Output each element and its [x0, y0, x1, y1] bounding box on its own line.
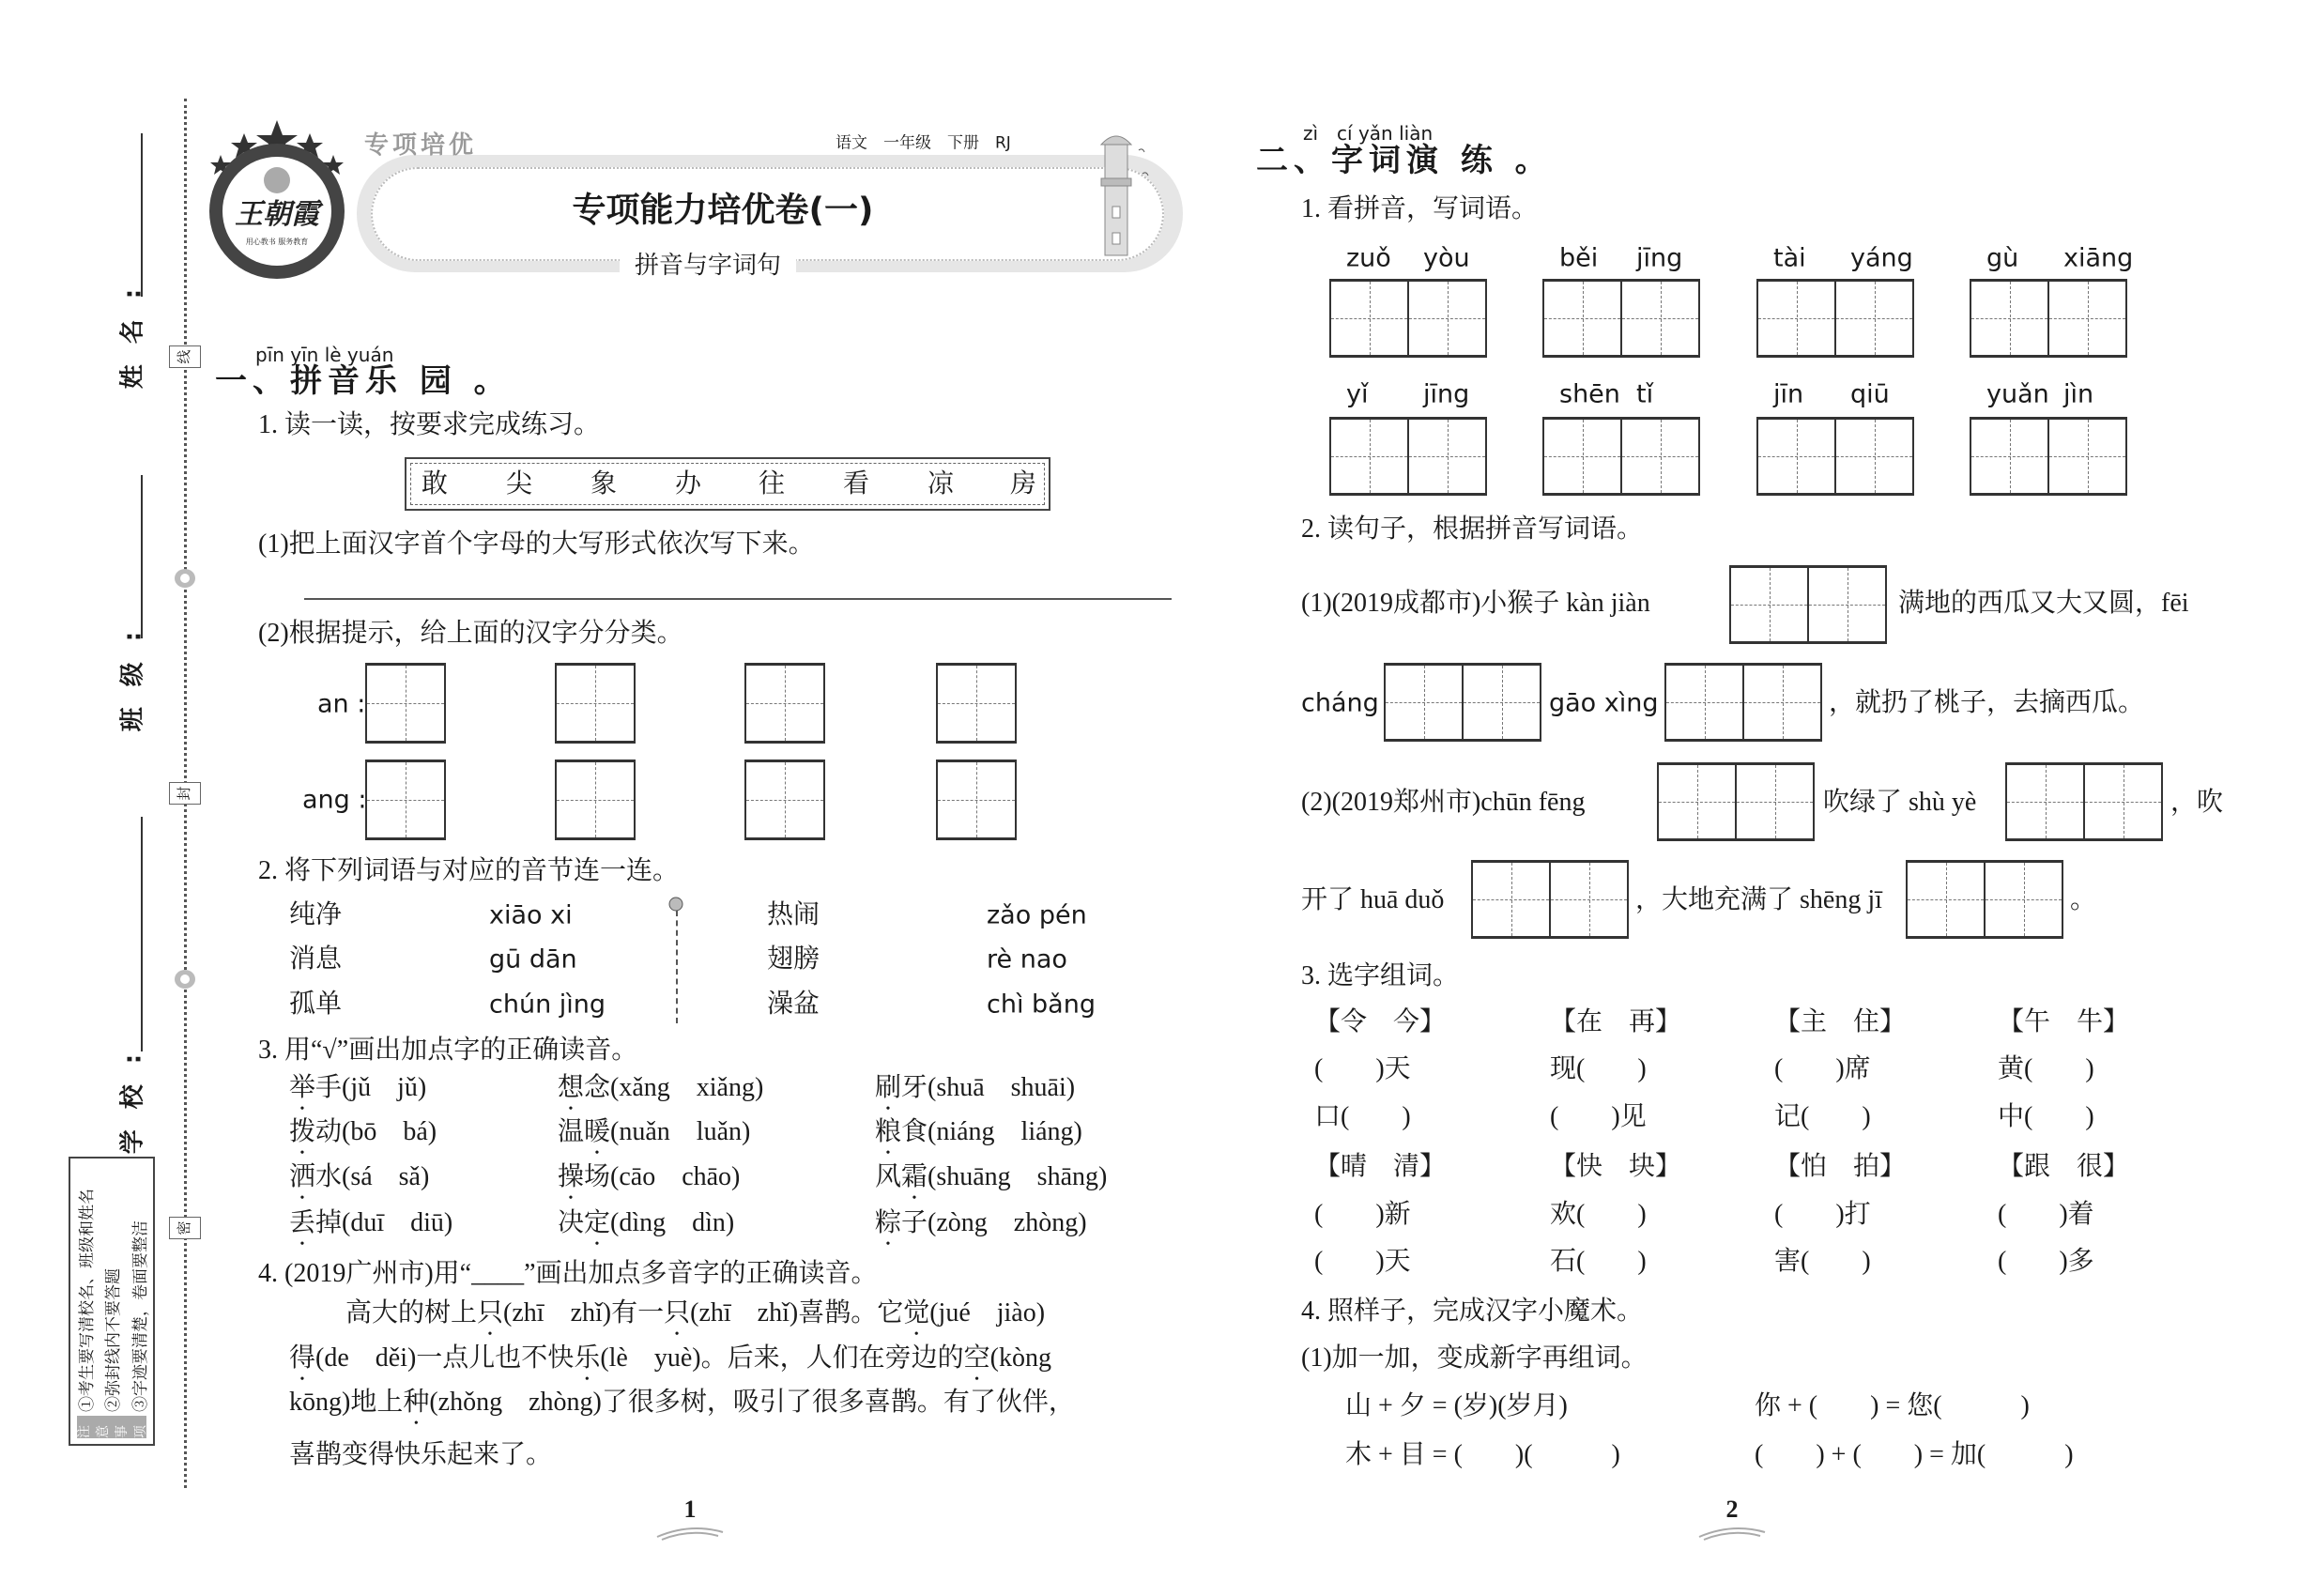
- s2-q4-sub1: (1)加一加，变成新字再组词。: [1301, 1343, 1648, 1373]
- word-blank[interactable]: 口( ): [1314, 1102, 1411, 1131]
- char-choice-pair: 【令 今】: [1314, 1007, 1447, 1036]
- tianzige-cell[interactable]: [1331, 420, 1409, 493]
- sentence-text: ，就扔了桃子，去摘西瓜。: [1829, 688, 2145, 717]
- page-subtitle: 拼音与字词句: [620, 246, 796, 281]
- header-meta: 语文 一年级 下册 RJ: [836, 133, 1011, 153]
- pinyin-syllable: běi: [1559, 243, 1599, 273]
- tianzige-cell[interactable]: [1836, 420, 1912, 493]
- wave-ornament-icon: [1694, 1523, 1770, 1542]
- reading-choice[interactable]: [875, 1162, 1107, 1205]
- word-writing-box[interactable]: [1542, 417, 1700, 496]
- pinyin-syllable: yáng: [1850, 243, 1913, 273]
- char-magic-row[interactable]: 山 + 夕 = (岁)(岁月): [1345, 1391, 1568, 1420]
- pinyin-syllable: jìn: [2063, 379, 2094, 409]
- reading-choice[interactable]: [289, 1117, 437, 1160]
- tianzige-cell[interactable]: [746, 666, 823, 741]
- match-word-right[interactable]: 热闹: [767, 900, 820, 929]
- s2-q4-prompt: 4. 照样子，完成汉字小魔术。: [1301, 1297, 1644, 1326]
- char-item: 象: [590, 469, 618, 499]
- sentence-text: ，吹: [2170, 788, 2224, 817]
- passage-text: (lè yuè)。后来，人们在旁边的: [600, 1343, 964, 1373]
- tianzige-cell[interactable]: [557, 666, 634, 741]
- tianzige-cell[interactable]: [1551, 863, 1627, 936]
- match-pinyin-right[interactable]: chì bǎng: [987, 990, 1096, 1020]
- dotted-char[interactable]: 得: [289, 1343, 316, 1373]
- reading-choice[interactable]: [558, 1162, 740, 1205]
- answer-line[interactable]: [304, 598, 1172, 600]
- notice-item: ③字迹要清楚，卷面要整洁: [131, 1220, 150, 1412]
- tianzige-cell[interactable]: [367, 762, 444, 837]
- class-label: 班级:: [118, 610, 147, 732]
- pinyin-syllable: qiū: [1850, 379, 1890, 409]
- an-writing-box[interactable]: [555, 663, 636, 744]
- seal-mark-xian: 线: [169, 345, 201, 368]
- char-magic-row[interactable]: ( ) + ( ) = 加( ): [1755, 1440, 2074, 1469]
- word-blank[interactable]: ( )新: [1314, 1200, 1411, 1229]
- school-label: 学校:: [118, 1033, 147, 1155]
- tianzige-cell[interactable]: [1659, 765, 1737, 838]
- tianzige-cell[interactable]: [1622, 282, 1698, 355]
- choice-text: 水(sá sǎ): [315, 1162, 430, 1191]
- seal-ornament-icon: [173, 968, 197, 990]
- dotted-char: 洒: [289, 1162, 316, 1191]
- pinyin-syllable: yòu: [1423, 243, 1470, 273]
- word-writing-box[interactable]: [1756, 417, 1914, 496]
- match-pinyin-right[interactable]: zǎo pén: [987, 900, 1087, 930]
- word-writing-box[interactable]: [1756, 279, 1914, 358]
- dotted-char[interactable]: 只: [664, 1298, 691, 1327]
- pinyin-syllable: zuǒ: [1346, 243, 1391, 273]
- reading-choice[interactable]: [289, 1073, 426, 1116]
- page-title: 专项能力培优卷(一): [572, 191, 874, 230]
- q4-prompt: 4. (2019广州市)用“____”画出加点多音字的正确读音。: [258, 1259, 878, 1288]
- school-write-line: [141, 817, 143, 1051]
- match-divider: [676, 911, 678, 1023]
- name-label: 姓名:: [118, 268, 147, 390]
- match-word-left[interactable]: 孤单: [289, 990, 343, 1019]
- sentence-text: 满地的西瓜又大又圆，fēi: [1898, 589, 2189, 618]
- brand-name: 王朝霞: [235, 198, 319, 231]
- sentence-text: cháng: [1301, 688, 1379, 718]
- reading-choice[interactable]: [875, 1073, 1075, 1116]
- char-choice-pair: 【怕 拍】: [1774, 1152, 1907, 1181]
- reading-choice[interactable]: [558, 1073, 763, 1116]
- notice-title: 注意事项: [77, 1416, 146, 1438]
- choice-text: 牙(shuā shuāi): [901, 1073, 1076, 1102]
- section2-pinyin: zì cí yǎn liàn: [1303, 122, 1434, 145]
- passage-line: [289, 1388, 1075, 1431]
- reading-choice[interactable]: [875, 1208, 1087, 1251]
- tianzige-cell[interactable]: [746, 762, 823, 837]
- section1-pinyin: pīn yīn lè yuán: [255, 344, 394, 366]
- word-blank[interactable]: ( )打: [1774, 1200, 1871, 1229]
- passage-text: (zhī zhǐ)有一: [503, 1298, 665, 1327]
- tianzige-cell[interactable]: [1386, 666, 1464, 739]
- an-writing-box[interactable]: [365, 663, 446, 744]
- reading-choice[interactable]: [875, 1117, 1082, 1160]
- tianzige-cell[interactable]: [1409, 420, 1485, 493]
- passage-text: (jué jiào): [929, 1298, 1046, 1327]
- match-pinyin-left[interactable]: chún jìng: [489, 990, 606, 1020]
- pinyin-syllable: xiāng: [2063, 243, 2134, 273]
- pin-icon: [667, 895, 685, 913]
- dotted-char[interactable]: 只: [477, 1298, 504, 1327]
- tianzige-cell[interactable]: [1731, 568, 1809, 641]
- word-writing-box[interactable]: [1657, 762, 1815, 841]
- tianzige-cell[interactable]: [938, 666, 1015, 741]
- tianzige-cell[interactable]: [1971, 282, 2049, 355]
- q1-sub2: (2)根据提示，给上面的汉字分分类。: [258, 619, 683, 648]
- word-writing-box[interactable]: [1664, 663, 1822, 742]
- reading-choice[interactable]: [289, 1162, 429, 1205]
- s2-q2-prompt: 2. 读句子，根据拼音写词语。: [1301, 514, 1644, 544]
- reading-choice[interactable]: [558, 1117, 750, 1160]
- section2-heading: 二、字词演 练 。: [1256, 142, 1553, 179]
- dotted-char: 粽: [875, 1208, 902, 1237]
- an-writing-box[interactable]: [744, 663, 825, 744]
- passage-line: [345, 1298, 1045, 1342]
- reading-choice[interactable]: [289, 1208, 452, 1251]
- passage-line: [289, 1442, 552, 1468]
- tianzige-cell[interactable]: [367, 666, 444, 741]
- char-choice-pair: 【在 再】: [1550, 1007, 1682, 1036]
- word-blank[interactable]: 石( ): [1550, 1247, 1647, 1276]
- word-writing-box[interactable]: [1471, 860, 1629, 939]
- tianzige-cell[interactable]: [1666, 666, 1744, 739]
- tianzige-cell[interactable]: [1409, 282, 1485, 355]
- dotted-char: 粮: [875, 1117, 902, 1146]
- sentence-text: 吹绿了 shù yè: [1823, 788, 1977, 817]
- tianzige-cell[interactable]: [1544, 282, 1622, 355]
- pinyin-syllable: gù: [1986, 243, 2019, 273]
- tianzige-cell[interactable]: [1758, 282, 1836, 355]
- pinyin-syllable: jīng: [1423, 379, 1470, 409]
- tianzige-cell[interactable]: [1744, 666, 1820, 739]
- pinyin-syllable: tǐ: [1636, 379, 1654, 409]
- match-word-left[interactable]: 纯净: [289, 900, 343, 929]
- tianzige-cell[interactable]: [938, 762, 1015, 837]
- tianzige-cell[interactable]: [2049, 420, 2125, 493]
- passage-text: kōng)地上: [289, 1388, 404, 1417]
- word-blank[interactable]: ( )见: [1550, 1102, 1647, 1131]
- seal-ornament-icon: [173, 567, 197, 590]
- match-pinyin-left[interactable]: gū dān: [489, 944, 577, 974]
- ang-writing-box[interactable]: [365, 760, 446, 840]
- char-item: 看: [842, 469, 870, 499]
- word-blank[interactable]: ( )席: [1774, 1054, 1871, 1083]
- q3-prompt: 3. 用“√”画出加点字的正确读音。: [258, 1036, 638, 1065]
- q1-prompt: 1. 读一读，按要求完成练习。: [258, 410, 601, 439]
- char-item: 房: [1009, 469, 1037, 499]
- ang-writing-box[interactable]: [555, 760, 636, 840]
- dotted-char[interactable]: 乐: [574, 1343, 601, 1373]
- word-blank[interactable]: 欢( ): [1550, 1200, 1647, 1229]
- notice-box: [69, 1157, 155, 1446]
- choice-text: 食(niáng liáng): [901, 1117, 1082, 1146]
- char-choice-pair: 【跟 很】: [1998, 1152, 2130, 1181]
- tianzige-cell[interactable]: [557, 762, 634, 837]
- char-item: 凉: [927, 469, 955, 499]
- dotted-char: 拨: [289, 1117, 316, 1146]
- word-blank[interactable]: ( )天: [1314, 1247, 1411, 1276]
- sentence-text: (2)(2019郑州市)chūn fēng: [1301, 788, 1586, 817]
- tianzige-cell[interactable]: [1544, 420, 1622, 493]
- choice-text: 子(zòng zhòng): [901, 1208, 1087, 1237]
- word-writing-box[interactable]: [1329, 279, 1487, 358]
- pinyin-syllable: yǐ: [1346, 379, 1369, 409]
- passage-text: 高大的树上: [345, 1298, 478, 1327]
- seal-mark-mi: 密: [169, 1217, 201, 1239]
- an-writing-box[interactable]: [936, 663, 1017, 744]
- brand-logo: [192, 113, 361, 282]
- dotted-char: 丢: [289, 1208, 316, 1237]
- sentence-text: (1)(2019成都市)小猴子 kàn jiàn: [1301, 589, 1650, 618]
- dotted-char: 霜: [901, 1162, 928, 1191]
- word-blank[interactable]: ( )天: [1314, 1054, 1411, 1083]
- page-number: 1: [683, 1496, 697, 1523]
- reading-choice[interactable]: [558, 1208, 734, 1251]
- word-writing-box[interactable]: [1906, 860, 2063, 939]
- choice-text: 掉(duī diū): [315, 1208, 453, 1237]
- choice-text: (nuǎn luǎn): [610, 1117, 751, 1146]
- char-choice-pair: 【晴 清】: [1314, 1152, 1447, 1181]
- pinyin-syllable: tài: [1773, 243, 1806, 273]
- dotted-char[interactable]: 觉: [903, 1298, 930, 1327]
- pinyin-syllable: yuǎn: [1986, 379, 2049, 409]
- choice-text: 温: [558, 1117, 585, 1146]
- dotted-char[interactable]: 种: [403, 1388, 430, 1417]
- tianzige-cell[interactable]: [1758, 420, 1836, 493]
- tianzige-cell[interactable]: [2007, 765, 2085, 838]
- tianzige-cell[interactable]: [1737, 765, 1813, 838]
- label-ang: ang :: [302, 785, 367, 815]
- dotted-char[interactable]: 空: [963, 1343, 990, 1373]
- brand-slogan: 用心教书 服务教育: [245, 238, 309, 246]
- word-blank[interactable]: 害( ): [1774, 1247, 1871, 1276]
- label-an: an :: [317, 689, 366, 719]
- choice-text: 动(bō bá): [315, 1117, 437, 1146]
- char-magic-row[interactable]: 木 + 目 = ( )( ): [1345, 1440, 1620, 1469]
- seal-mark-feng: 封: [169, 782, 201, 805]
- match-pinyin-left[interactable]: xiāo xi: [489, 900, 573, 930]
- ang-writing-box[interactable]: [744, 760, 825, 840]
- word-writing-box[interactable]: [1542, 279, 1700, 358]
- passage-text: (kòng: [989, 1343, 1051, 1373]
- tianzige-cell[interactable]: [1473, 863, 1551, 936]
- tianzige-cell[interactable]: [1464, 666, 1540, 739]
- tianzige-cell[interactable]: [1971, 420, 2049, 493]
- word-blank[interactable]: 中( ): [1998, 1102, 2094, 1131]
- match-word-right[interactable]: 翅膀: [767, 944, 820, 974]
- dotted-char: 想: [558, 1073, 585, 1102]
- word-blank[interactable]: ( )着: [1998, 1200, 2094, 1229]
- char-choice-pair: 【午 牛】: [1998, 1007, 2130, 1036]
- tianzige-cell[interactable]: [2049, 282, 2125, 355]
- word-writing-box[interactable]: [1970, 417, 2127, 496]
- tianzige-cell[interactable]: [1836, 282, 1912, 355]
- dotted-char: 举: [289, 1073, 316, 1102]
- choice-text: 念(xǎng xiǎng): [584, 1073, 764, 1102]
- word-blank[interactable]: 现( ): [1550, 1054, 1647, 1083]
- char-choice-pair: 【主 住】: [1774, 1007, 1907, 1036]
- passage-text: (zhī zhǐ)喜鹊。它: [690, 1298, 904, 1327]
- word-blank[interactable]: 记( ): [1774, 1102, 1871, 1131]
- dotted-char: 定: [584, 1208, 611, 1237]
- tianzige-cell[interactable]: [1908, 863, 1986, 936]
- tianzige-cell[interactable]: [2085, 765, 2161, 838]
- wave-ornament-icon: [652, 1523, 728, 1542]
- section1-heading: 一、拼音乐 园 。: [215, 362, 512, 400]
- passage-text: (de děi)一点儿也不快: [315, 1343, 575, 1373]
- sentence-text: gāo xìng: [1549, 688, 1659, 718]
- char-item: 敢: [421, 469, 449, 499]
- choice-text: 决: [558, 1208, 585, 1237]
- char-item: 往: [758, 469, 786, 499]
- char-item: 办: [674, 469, 702, 499]
- char-item: 尖: [505, 469, 533, 499]
- notice-item: ①考生要写清校名、班级和姓名: [77, 1189, 96, 1412]
- q2-prompt: 2. 将下列词语与对应的音节连一连。: [258, 856, 680, 885]
- notice-item: ②弥封线内不要答题: [104, 1268, 123, 1412]
- word-writing-box[interactable]: [1970, 279, 2127, 358]
- word-writing-box[interactable]: [1384, 663, 1541, 742]
- tianzige-cell[interactable]: [1622, 420, 1698, 493]
- ang-writing-box[interactable]: [936, 760, 1017, 840]
- match-word-left[interactable]: 消息: [289, 944, 343, 974]
- dotted-char: 操: [558, 1162, 585, 1191]
- char-choice-pair: 【快 块】: [1550, 1152, 1682, 1181]
- char-magic-row[interactable]: 你 + ( ) = 您( ): [1755, 1391, 2030, 1420]
- choice-text: 手(jǔ jǔ): [315, 1073, 427, 1102]
- pinyin-syllable: jīn: [1773, 379, 1804, 409]
- match-word-right[interactable]: 澡盆: [767, 990, 820, 1019]
- word-writing-box[interactable]: [2005, 762, 2163, 841]
- dotted-char: 暖: [584, 1117, 611, 1146]
- pinyin-syllable: jīng: [1636, 243, 1683, 273]
- dotted-char: 刷: [875, 1073, 902, 1102]
- sentence-text: 开了 huā duǒ: [1301, 885, 1445, 914]
- word-blank[interactable]: 黄( ): [1998, 1054, 2094, 1083]
- word-writing-box[interactable]: [1329, 417, 1487, 496]
- passage-text: (zhǒng zhòng)了很多树，吸引了很多喜鹊。有了伙伴，: [429, 1388, 1075, 1417]
- header-tag: 专项培优: [364, 131, 478, 160]
- passage-line: [289, 1343, 1051, 1387]
- choice-text: 场(cāo chāo): [584, 1162, 741, 1191]
- tianzige-cell[interactable]: [1331, 282, 1409, 355]
- tianzige-cell[interactable]: [1986, 863, 2062, 936]
- sentence-text: 。: [2070, 885, 2097, 914]
- sentence-text: ，大地充满了 shēng jī: [1635, 885, 1882, 914]
- choice-text: (dìng dìn): [610, 1208, 735, 1237]
- q1-sub1: (1)把上面汉字首个字母的大写形式依次写下来。: [258, 529, 815, 559]
- match-pinyin-right[interactable]: rè nao: [987, 944, 1067, 974]
- tianzige-cell[interactable]: [1809, 568, 1885, 641]
- word-blank[interactable]: ( )多: [1998, 1247, 2094, 1276]
- s2-q1-prompt: 1. 看拼音，写词语。: [1301, 194, 1539, 223]
- s2-q3-prompt: 3. 选字组词。: [1301, 961, 1460, 990]
- passage-text: 喜鹊变得快乐起来了。: [289, 1440, 553, 1469]
- choice-text: 风: [875, 1162, 902, 1191]
- word-writing-box[interactable]: [1729, 565, 1887, 644]
- pinyin-syllable: shēn: [1559, 379, 1620, 409]
- lighthouse-icon: [1084, 131, 1150, 263]
- choice-text: (shuāng shāng): [928, 1162, 1108, 1191]
- page-number: 2: [1725, 1496, 1739, 1523]
